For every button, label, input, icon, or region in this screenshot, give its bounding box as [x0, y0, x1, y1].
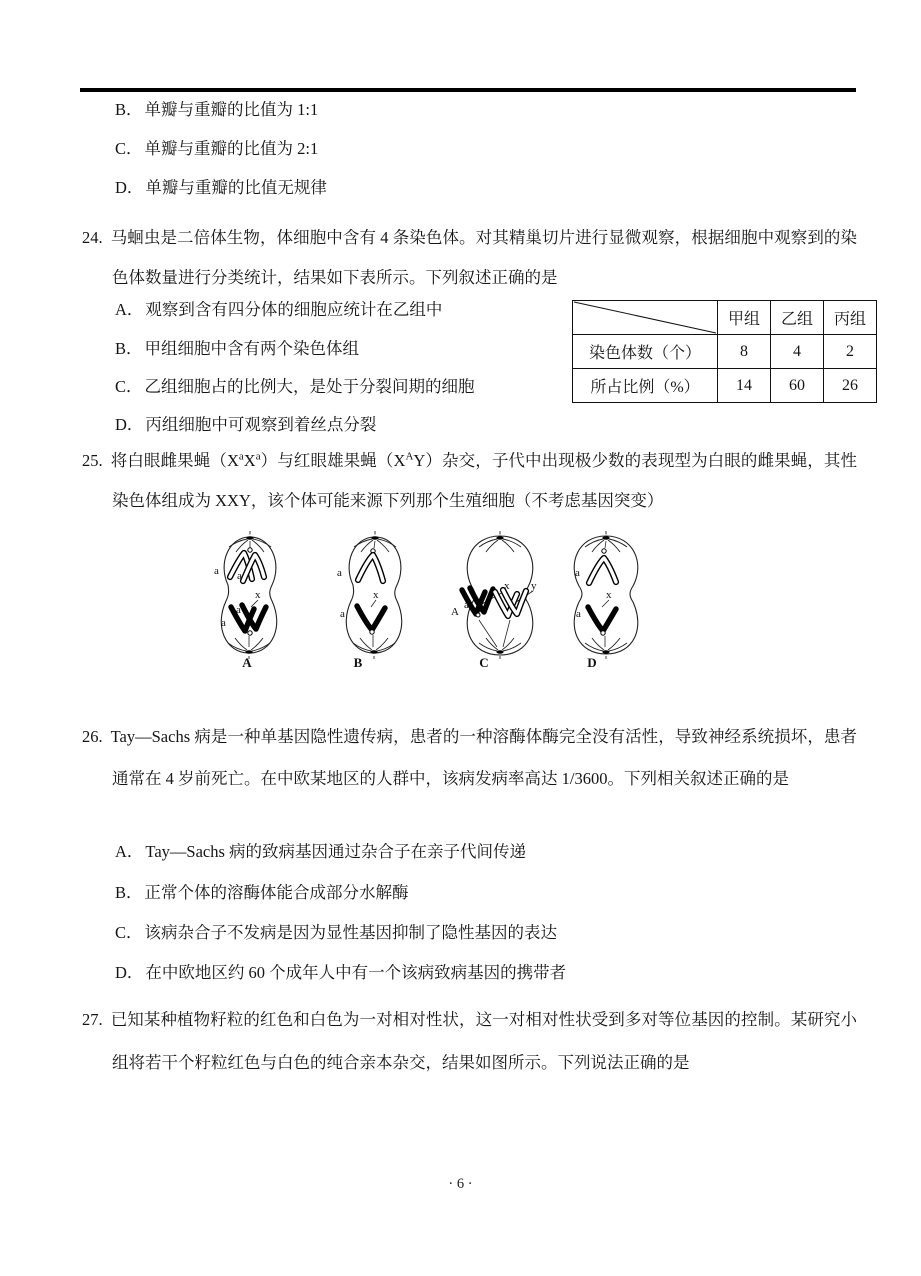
- top-rule: [80, 88, 856, 92]
- option-text: 单瓣与重瓣的比值为 2:1: [144, 139, 319, 158]
- chromosome-label: x: [255, 589, 261, 601]
- table-header-row: [573, 301, 877, 335]
- chromosome-label: x: [504, 580, 510, 592]
- row-label-cell: 所占比例（%）: [573, 369, 718, 403]
- diagram-cell-d: [553, 528, 660, 680]
- white-chromosome: [358, 555, 383, 581]
- q26-option-c: [115, 923, 851, 943]
- q26-option-a: [115, 842, 851, 862]
- diagram-letter: C: [479, 655, 489, 670]
- table-header-cell: 乙组: [771, 301, 824, 335]
- black-chromosome: [588, 607, 616, 631]
- q25-diagrams: [0, 528, 921, 680]
- q24-statistics-table: [572, 300, 877, 403]
- option-label: B．: [115, 100, 143, 119]
- option-label: D．: [115, 415, 144, 434]
- question-text: Y）杂交，子代中出现极少数的表现型为白眼的雌果蝇，其性染色体组成为 XXY，该个体可能来源下列那个生殖细胞（不考虑基因突变）: [112, 451, 857, 510]
- option-label: B．: [115, 883, 143, 902]
- table-row: [573, 369, 877, 403]
- table-row: [573, 335, 877, 369]
- q26-option-d: [115, 963, 851, 983]
- question-number: 25.: [82, 451, 103, 470]
- diagram-letter: B: [353, 655, 363, 670]
- superscript-allele: a: [255, 450, 261, 463]
- q24-option-d: [115, 415, 851, 435]
- question-26-stem: [82, 716, 857, 800]
- chromosome-label: a: [576, 608, 581, 620]
- chromosome-label: x: [606, 589, 612, 601]
- value-cell: 4: [771, 335, 824, 369]
- option-text: 该病杂合子不发病是因为显性基因抑制了隐性基因的表达: [144, 923, 558, 942]
- diagram-letter: D: [587, 655, 597, 670]
- chromosome-label: a: [337, 567, 342, 579]
- black-chromosome: [357, 606, 385, 630]
- chromosome-label: a: [237, 570, 242, 582]
- option-label: C．: [115, 923, 143, 942]
- chromosome-label: a: [464, 599, 469, 611]
- option-text: 在中欧地区约 60 个成年人中有一个该病致病基因的携带者: [145, 963, 567, 982]
- question-27-stem: [82, 998, 857, 1084]
- option-text: 乙组细胞占的比例大，是处于分裂间期的细胞: [144, 377, 475, 396]
- cell-outline: [221, 537, 276, 653]
- table-header-cell: 丙组: [824, 301, 877, 335]
- table-corner-cell: [573, 301, 718, 335]
- prev-option-d: [115, 178, 851, 198]
- value-cell: 14: [718, 369, 771, 403]
- question-text: Tay—Sachs 病是一种单基因隐性遗传病，患者的一种溶酶体酶完全没有活性，导致神经系统损坏，患者通常在 4 岁前死亡。在中欧某地区的人群中，该病发病率高达 1/3600。下列相关叙述正确的是: [110, 727, 857, 788]
- value-cell: 26: [824, 369, 877, 403]
- chromosome-label: a: [236, 604, 241, 616]
- chromosome-label: a: [340, 608, 345, 620]
- chromosome-label: y: [531, 580, 537, 592]
- superscript-allele: A: [405, 450, 414, 463]
- question-24-stem: [82, 218, 857, 298]
- diagram-cell-a: [203, 528, 295, 680]
- question-text: ）与红眼雄果蝇（X: [260, 451, 406, 470]
- option-label: C．: [115, 139, 143, 158]
- row-label-cell: 染色体数（个）: [573, 335, 718, 369]
- white-chromosomes: [230, 553, 264, 581]
- chromosome-label: A: [451, 606, 459, 618]
- question-text: 将白眼雌果蝇（X: [110, 451, 239, 470]
- option-text: Tay—Sachs 病的致病基因通过杂合子在亲子代间传递: [145, 842, 527, 861]
- question-text: 马蛔虫是二倍体生物，体细胞中含有 4 条染色体。对其精巢切片进行显微观察，根据细胞中观察到的染色体数量进行分类统计，结果如下表所示。下列叙述正确的是: [110, 228, 857, 287]
- option-label: D．: [115, 178, 144, 197]
- chromosome-label: x: [373, 589, 379, 601]
- option-text: 丙组细胞中可观察到着丝点分裂: [145, 415, 377, 434]
- superscript-allele: a: [238, 450, 244, 463]
- option-label: D．: [115, 963, 144, 982]
- value-cell: 8: [718, 335, 771, 369]
- top-aster: [479, 531, 521, 552]
- option-text: 正常个体的溶酶体能合成部分水解酶: [144, 883, 409, 902]
- white-chromosome: [589, 558, 616, 583]
- chromosome-label: a: [214, 565, 219, 577]
- question-number: 27.: [82, 1010, 103, 1029]
- prev-option-c: [115, 139, 851, 159]
- value-cell: 2: [824, 335, 877, 369]
- question-text: X: [243, 451, 256, 470]
- question-text: 已知某种植物籽粒的红色和白色为一对相对性状，这一对相对性状受到多对等位基因的控制。某研究小组将若干个籽粒红色与白色的纯合亲本杂交，结果如图所示。下列说法正确的是: [110, 1010, 857, 1072]
- option-text: 单瓣与重瓣的比值为 1:1: [144, 100, 319, 119]
- question-25-stem: [82, 441, 857, 521]
- option-text: 单瓣与重瓣的比值无规律: [145, 178, 327, 197]
- value-cell: 60: [771, 369, 824, 403]
- option-label: A．: [115, 842, 144, 861]
- diagram-cell-c: [445, 528, 555, 680]
- option-text: 甲组细胞中含有两个染色体组: [144, 339, 360, 358]
- option-label: C．: [115, 377, 143, 396]
- prev-option-b: [115, 100, 851, 120]
- option-label: B．: [115, 339, 143, 358]
- diagram-letter: A: [242, 655, 252, 670]
- option-text: 观察到含有四分体的细胞应统计在乙组中: [145, 300, 443, 319]
- option-label: A．: [115, 300, 144, 319]
- diagram-cell-b: [328, 528, 420, 680]
- question-number: 24.: [82, 228, 103, 247]
- diagonal-line: [573, 301, 717, 334]
- chromosome-label: a: [221, 617, 226, 629]
- chromosome-label: a: [575, 567, 580, 579]
- page-number: · 6 ·: [448, 1176, 473, 1192]
- q26-option-b: [115, 883, 851, 903]
- question-number: 26.: [82, 727, 103, 746]
- table-header-cell: 甲组: [718, 301, 771, 335]
